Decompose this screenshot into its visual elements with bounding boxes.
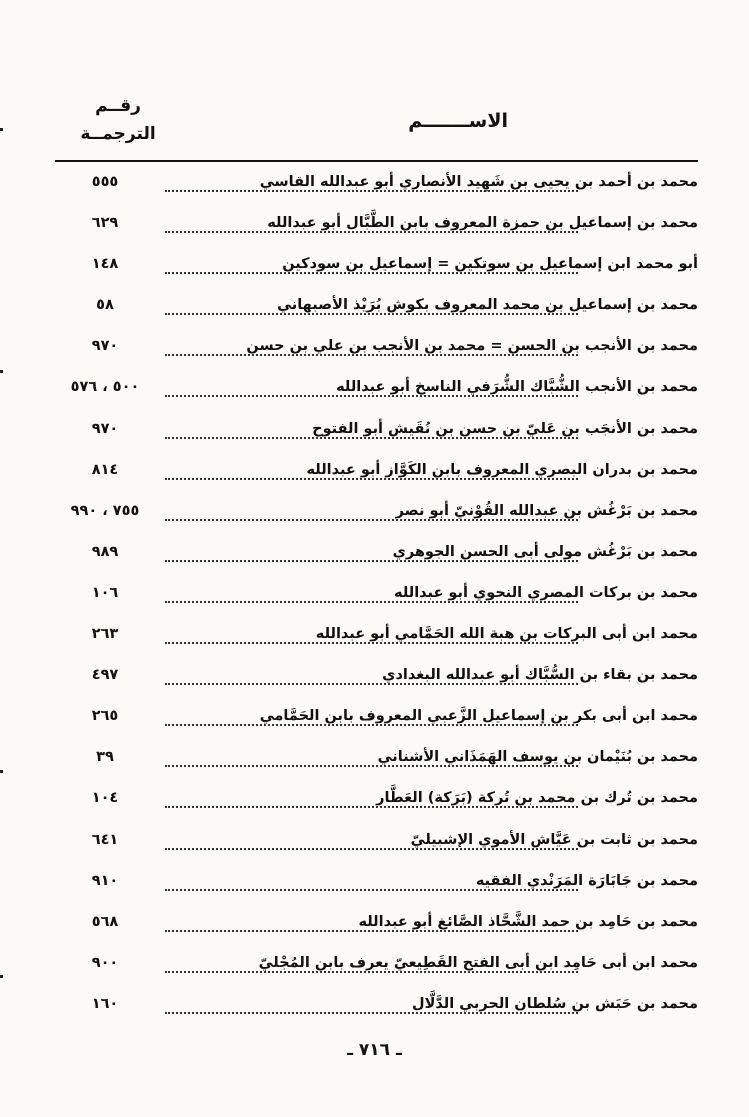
entry-number: ٥٠٠ ، ٥٧٦ [70, 379, 140, 396]
leader-dots [165, 395, 578, 397]
entry-name: محمد بن بدران البصري المعروف بابن الكَوَّاز أبو عبدالله [302, 462, 698, 478]
header-number-label [73, 92, 163, 148]
entry-name: محمد ابن أبى بكر بن إسماعيل الزَّعبي المعروف بابن الحَمَّامي [256, 708, 698, 724]
entry-name: محمد بن إسماعيل بن محمد المعروف بكوش بُرَيْذ الأصبهاني [273, 297, 698, 313]
index-row [55, 620, 698, 661]
leader-dots [165, 560, 578, 562]
entry-name: محمد بن بُنَيْمان بن يوسف الهَمَذَاني الأشناني [374, 749, 698, 765]
leader-dots [165, 519, 578, 521]
leader-dots [165, 683, 578, 685]
leader-dots [165, 190, 578, 192]
index-row [55, 579, 698, 620]
leader-dots [165, 765, 578, 767]
entry-name: محمد ابن أبى حَامِد ابن أبى الفتح القَطِيعيّ يعرف بابن المُجْليّ [255, 955, 698, 971]
entry-number: ١٤٨ [91, 256, 119, 273]
index-row [55, 702, 698, 743]
entry-name: أبو محمد ابن إسماعيل بن سوتكين = إسماعيل بن سودكين [278, 256, 698, 272]
index-row [55, 908, 698, 949]
entry-name: محمد بن تُرك بن محمد بن تُركة (بَرَكة) العَطَّار [372, 790, 698, 806]
index-row [55, 826, 698, 867]
entry-number: ١٠٦ [91, 584, 119, 601]
scan-mark [0, 975, 3, 978]
entry-name: محمد بن حَامِد بن حمد الشَّحَّاذ الصَّائغ أبو عبدالله [354, 914, 698, 930]
scan-mark [0, 370, 3, 373]
index-row [55, 990, 698, 1031]
entry-name: محمد بن بَرْغُش مولى أبى الحسن الجوهري [389, 544, 698, 560]
leader-dots [165, 642, 578, 644]
entry-number: ١٦٠ [91, 995, 119, 1012]
entry-number: ٢٦٣ [91, 626, 119, 643]
index-row [55, 867, 698, 908]
index-row [55, 661, 698, 702]
entry-number: ٩٠٠ [91, 954, 119, 971]
entry-name: محمد بن ثابت بن عَيَّاش الأموي الإشبيليّ [407, 832, 698, 848]
leader-dots [165, 601, 578, 603]
index-row [55, 743, 698, 784]
entry-number: ٦٢٩ [91, 215, 119, 232]
index-row [55, 949, 698, 990]
scan-mark [0, 128, 3, 131]
entry-number: ٥٥٥ [91, 174, 119, 190]
leader-dots [165, 313, 578, 315]
entry-name: محمد بن جَابَارَة المَرَنْدي الفقيه [472, 873, 698, 889]
index-row [55, 497, 698, 538]
entry-number: ٩٨٩ [91, 543, 119, 560]
header-number-line1: رقــم [95, 96, 141, 116]
entry-name: محمد بن حَبَش بن سُلطان الحربي الدَّلَّال [408, 996, 698, 1012]
index-row [55, 415, 698, 456]
entry-number: ٤٩٧ [91, 667, 119, 684]
index-row [55, 332, 698, 373]
entry-name: محمد بن إسماعيل بن حمزة المعروف بابن الطَّبَّال أبو عبدالله [263, 215, 698, 231]
entry-number: ٧٥٥ ، ٩٩٠ [70, 502, 140, 519]
header-name-label: الاســـــــم [408, 110, 508, 132]
entry-number: ٩٧٠ [91, 420, 119, 437]
table-header [55, 88, 698, 160]
index-row [55, 456, 698, 497]
entry-number: ٥٦٨ [91, 913, 119, 930]
entry-number: ١٠٤ [91, 790, 119, 807]
index-row [55, 784, 698, 825]
entry-name: محمد بن الأنجب الشُّبَّاك الشُّرَفي الناسخ أبو عبدالله [332, 379, 698, 395]
index-row [55, 373, 698, 414]
leader-dots [165, 354, 578, 356]
header-number-line2: الترجمــة [80, 124, 156, 144]
leader-dots [165, 971, 578, 973]
entry-name: محمد بن الأنجب بن الحسن = محمد بن الأنجب بن علي بن حسن [242, 338, 698, 354]
leader-dots [165, 930, 578, 932]
entry-number: ٩٧٠ [91, 338, 119, 355]
index-row [55, 250, 698, 291]
entry-name: محمد بن بَرْغُش بن عبدالله القُوْنيّ أبو نصر [392, 503, 698, 519]
leader-dots [165, 272, 578, 274]
entry-number: ٩١٠ [91, 872, 119, 889]
index-row [55, 168, 698, 209]
index-rows [55, 168, 698, 1031]
entry-name: محمد بن الأنجَب بن عَليّ بن حسن بن نُقَيش أبو الفتوح [308, 421, 698, 437]
entry-number: ٦٤١ [91, 831, 119, 848]
leader-dots [165, 724, 578, 726]
index-row [55, 291, 698, 332]
entry-name: محمد بن أحمد بن يحيى بن شَهِيد الأنصاري أبو عبدالله القاسي [256, 174, 698, 190]
leader-dots [165, 1012, 578, 1014]
entry-name: محمد بن بركات المصري النحوي أبو عبدالله [390, 585, 698, 601]
leader-dots [165, 806, 578, 808]
entry-number: ٨١٤ [91, 461, 119, 478]
entry-number: ٢٦٥ [91, 708, 119, 725]
header-rule [55, 160, 698, 162]
page-number: ـ ٧١٦ ـ [347, 1040, 402, 1060]
entry-name: محمد بن بقاء بن السُّبَّاك أبو عبدالله البغدادي [378, 667, 698, 683]
leader-dots [165, 437, 578, 439]
index-row [55, 209, 698, 250]
scan-mark [0, 770, 3, 773]
index-row [55, 538, 698, 579]
leader-dots [165, 231, 578, 233]
entry-number: ٣٩ [96, 749, 114, 766]
entry-number: ٥٨ [96, 297, 114, 314]
entry-name: محمد ابن أبى البركات بن هبة الله الحَمَّامي أبو عبدالله [312, 626, 698, 642]
